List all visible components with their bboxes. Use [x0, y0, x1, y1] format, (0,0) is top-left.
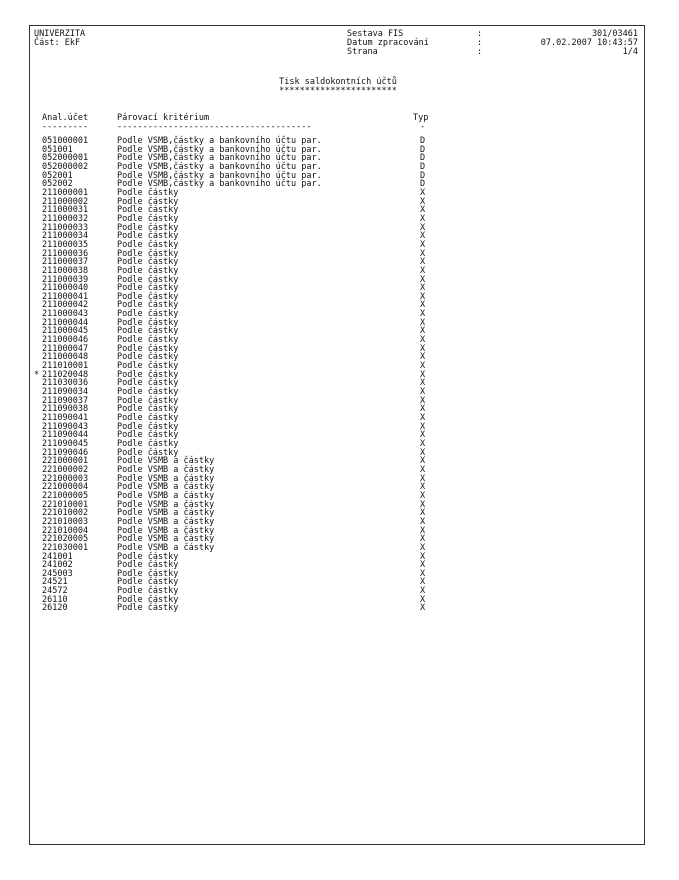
- account-number: 211010001: [42, 361, 89, 372]
- account-number: 211000033: [42, 222, 89, 233]
- account-type: X: [420, 335, 426, 346]
- account-type: X: [420, 378, 426, 389]
- account-number: 211000042: [42, 300, 89, 311]
- account-number: 245003: [42, 568, 73, 579]
- account-number: 052001: [42, 170, 73, 181]
- account-number: 26120: [42, 603, 68, 614]
- account-number: 26110: [42, 594, 68, 605]
- pairing-criterion: Podle částky: [117, 369, 179, 380]
- pairing-criterion: Podle částky: [117, 248, 179, 259]
- account-type: X: [420, 205, 426, 216]
- account-type: X: [420, 438, 426, 449]
- account-type: X: [420, 404, 426, 415]
- account-number: 211000048: [42, 352, 89, 363]
- account-type: X: [420, 309, 426, 320]
- pairing-criterion: Podle částky: [117, 239, 179, 250]
- account-type: X: [420, 516, 426, 527]
- pairing-criterion: Podle VSMB a částky: [117, 516, 215, 527]
- account-type: X: [420, 196, 426, 207]
- pairing-criterion: Podle částky: [117, 413, 179, 423]
- account-type: X: [420, 413, 426, 423]
- pairing-criterion: Podle částky: [117, 196, 179, 207]
- account-type: X: [420, 257, 426, 268]
- date-label: Datum zpracování: [347, 38, 429, 48]
- account-type: X: [420, 291, 426, 302]
- account-number: 051000001: [42, 136, 89, 146]
- pairing-criterion: Podle částky: [117, 404, 179, 415]
- pairing-criterion: Podle částky: [117, 560, 179, 571]
- account-type: X: [420, 551, 426, 562]
- pairing-criterion: Podle částky: [117, 438, 179, 449]
- account-type: X: [420, 534, 426, 545]
- account-number: 211090041: [42, 413, 89, 423]
- report-value: 301/03461: [591, 29, 638, 39]
- date-value: 07.02.2007 10:43:57: [540, 38, 638, 48]
- account-number: 221010001: [42, 499, 89, 510]
- account-number: 211000045: [42, 326, 89, 337]
- account-type: D: [420, 153, 426, 164]
- report-colon: :: [477, 29, 483, 39]
- pairing-criterion: Podle částky: [117, 205, 179, 216]
- pairing-criterion: Podle VSMB a částky: [117, 534, 215, 545]
- account-type: X: [420, 430, 426, 441]
- account-type: X: [420, 473, 426, 484]
- pairing-criterion: Podle VSMB a částky: [117, 542, 215, 553]
- account-type: X: [420, 187, 426, 198]
- account-number: 221020005: [42, 534, 89, 545]
- account-type: X: [420, 577, 426, 588]
- pairing-criterion: Podle částky: [117, 335, 179, 346]
- account-number: 211090043: [42, 421, 89, 432]
- report-title: Tisk saldokontních účtů: [279, 77, 397, 87]
- pairing-criterion: Podle částky: [117, 387, 179, 398]
- pairing-criterion: Podle VSMB,částky a bankovního účtu par.: [117, 161, 322, 172]
- column-header-account: Anal.účet: [42, 113, 89, 123]
- pairing-criterion: Podle částky: [117, 430, 179, 441]
- account-number: 211090044: [42, 430, 89, 441]
- page-value: 1/4: [622, 47, 638, 57]
- account-number: 211000034: [42, 231, 89, 242]
- account-number: 211000044: [42, 317, 89, 328]
- pairing-criterion: Podle VSMB a částky: [117, 482, 215, 493]
- pairing-criterion: Podle částky: [117, 317, 179, 328]
- account-number: 052002: [42, 179, 73, 190]
- pairing-criterion: Podle VSMB a částky: [117, 499, 215, 510]
- pairing-criterion: Podle částky: [117, 577, 179, 588]
- account-type: D: [420, 161, 426, 172]
- column-header-criterion: Párovací kritérium: [117, 113, 210, 123]
- account-type: X: [420, 421, 426, 432]
- account-type: X: [420, 560, 426, 571]
- account-type: X: [420, 231, 426, 242]
- account-type: X: [420, 222, 426, 233]
- pairing-criterion: Podle VSMB a částky: [117, 508, 215, 519]
- account-type: X: [420, 542, 426, 553]
- account-number: 211090037: [42, 395, 89, 406]
- account-type: X: [420, 326, 426, 337]
- account-number: 211000043: [42, 309, 89, 320]
- account-number: 211090045: [42, 438, 89, 449]
- account-number: 211000036: [42, 248, 89, 259]
- account-type: X: [420, 343, 426, 354]
- account-type: X: [420, 482, 426, 493]
- column-rule-criterion: --------------------------------------: [117, 122, 312, 132]
- pairing-criterion: Podle VSMB,částky a bankovního účtu par.: [117, 153, 322, 164]
- account-type: X: [420, 594, 426, 605]
- account-type: X: [420, 525, 426, 536]
- pairing-criterion: Podle částky: [117, 187, 179, 198]
- pairing-criterion: Podle částky: [117, 378, 179, 389]
- account-number: 211000002: [42, 196, 89, 207]
- account-number: 211000047: [42, 343, 89, 354]
- date-colon: :: [477, 38, 483, 48]
- account-type: X: [420, 464, 426, 475]
- account-number: 211000039: [42, 274, 89, 285]
- part-name: Část: EkF: [34, 38, 81, 48]
- account-number: 051001: [42, 144, 73, 155]
- pairing-criterion: Podle VSMB a částky: [117, 464, 215, 475]
- account-number: 211000031: [42, 205, 89, 216]
- account-type: X: [420, 352, 426, 363]
- pairing-criterion: Podle částky: [117, 568, 179, 579]
- account-type: D: [420, 170, 426, 181]
- pairing-criterion: Podle částky: [117, 395, 179, 406]
- pairing-criterion: Podle částky: [117, 274, 179, 285]
- report-label: Sestava FIS: [347, 29, 404, 39]
- org-name: UNIVERZITA: [34, 29, 86, 39]
- account-number: 221000002: [42, 464, 89, 475]
- account-type: X: [420, 265, 426, 276]
- pairing-criterion: Podle částky: [117, 343, 179, 354]
- pairing-criterion: Podle částky: [117, 265, 179, 276]
- account-number: 24572: [42, 586, 68, 597]
- pairing-criterion: Podle částky: [117, 594, 179, 605]
- account-type: X: [420, 456, 426, 467]
- account-number: 211030036: [42, 378, 89, 389]
- account-type: X: [420, 274, 426, 285]
- account-type: X: [420, 317, 426, 328]
- account-number: 211090038: [42, 404, 89, 415]
- pairing-criterion: Podle VSMB,částky a bankovního účtu par.: [117, 179, 322, 190]
- account-type: X: [420, 369, 426, 380]
- pairing-criterion: Podle VSMB a částky: [117, 456, 215, 467]
- account-number: 221010004: [42, 525, 89, 536]
- pairing-criterion: Podle VSMB,částky a bankovního účtu par.: [117, 136, 322, 146]
- pairing-criterion: Podle částky: [117, 447, 179, 458]
- pairing-criterion: Podle VSMB,částky a bankovního účtu par.: [117, 144, 322, 155]
- pairing-criterion: Podle částky: [117, 283, 179, 294]
- account-type: X: [420, 447, 426, 458]
- account-type: X: [420, 213, 426, 224]
- account-number: 211090034: [42, 387, 89, 398]
- account-type: X: [420, 361, 426, 372]
- account-number: 052000002: [42, 161, 89, 172]
- pairing-criterion: Podle částky: [117, 326, 179, 337]
- account-number: 211000040: [42, 283, 89, 294]
- column-header-type: Typ: [413, 113, 429, 123]
- account-type: X: [420, 603, 426, 614]
- account-type: X: [420, 300, 426, 311]
- account-number: 241002: [42, 560, 73, 571]
- pairing-criterion: Podle částky: [117, 309, 179, 320]
- pairing-criterion: Podle částky: [117, 291, 179, 302]
- account-type: X: [420, 239, 426, 250]
- account-list: [30, 137, 646, 613]
- page-colon: :: [477, 47, 483, 57]
- account-number: 211000041: [42, 291, 89, 302]
- account-number: 211000032: [42, 213, 89, 224]
- pairing-criterion: Podle částky: [117, 603, 179, 614]
- account-type: X: [420, 490, 426, 501]
- pairing-criterion: Podle VSMB a částky: [117, 473, 215, 484]
- account-type: X: [420, 586, 426, 597]
- account-number: 24521: [42, 577, 68, 588]
- account-type: D: [420, 136, 426, 146]
- pairing-criterion: Podle částky: [117, 352, 179, 363]
- account-type: X: [420, 508, 426, 519]
- column-rule-type: -: [420, 122, 426, 132]
- account-number: 221010003: [42, 516, 89, 527]
- account-type: D: [420, 179, 426, 190]
- account-number: 221000003: [42, 473, 89, 484]
- report-page: [29, 25, 645, 845]
- account-number: 221010002: [42, 508, 89, 519]
- account-number: 211020048: [42, 369, 89, 380]
- pairing-criterion: Podle VSMB,částky a bankovního účtu par.: [117, 170, 322, 181]
- account-type: X: [420, 248, 426, 259]
- pairing-criterion: Podle VSMB a částky: [117, 490, 215, 501]
- account-number: 221000001: [42, 456, 89, 467]
- pairing-criterion: Podle částky: [117, 231, 179, 242]
- account-number: 221000004: [42, 482, 89, 493]
- account-number: 211000046: [42, 335, 89, 346]
- account-type: X: [420, 568, 426, 579]
- pairing-criterion: Podle částky: [117, 551, 179, 562]
- pairing-criterion: Podle částky: [117, 300, 179, 311]
- row-mark: *: [34, 369, 40, 380]
- account-number: 221030001: [42, 542, 89, 553]
- pairing-criterion: Podle částky: [117, 213, 179, 224]
- account-number: 211090046: [42, 447, 89, 458]
- account-number: 052000001: [42, 153, 89, 164]
- account-number: 211000037: [42, 257, 89, 268]
- account-number: 211000001: [42, 187, 89, 198]
- pairing-criterion: Podle částky: [117, 257, 179, 268]
- account-type: X: [420, 499, 426, 510]
- account-type: X: [420, 395, 426, 406]
- pairing-criterion: Podle částky: [117, 421, 179, 432]
- table-row: [30, 604, 646, 613]
- pairing-criterion: Podle částky: [117, 361, 179, 372]
- account-type: X: [420, 387, 426, 398]
- account-number: 241001: [42, 551, 73, 562]
- column-rule-account: ---------: [42, 122, 89, 132]
- pairing-criterion: Podle částky: [117, 586, 179, 597]
- account-number: 211000035: [42, 239, 89, 250]
- pairing-criterion: Podle VSMB a částky: [117, 525, 215, 536]
- pairing-criterion: Podle částky: [117, 222, 179, 233]
- page-label: Strana: [347, 47, 378, 57]
- account-type: D: [420, 144, 426, 155]
- account-type: X: [420, 283, 426, 294]
- report-title-underline: ***********************: [279, 86, 397, 96]
- account-number: 221000005: [42, 490, 89, 501]
- account-number: 211000038: [42, 265, 89, 276]
